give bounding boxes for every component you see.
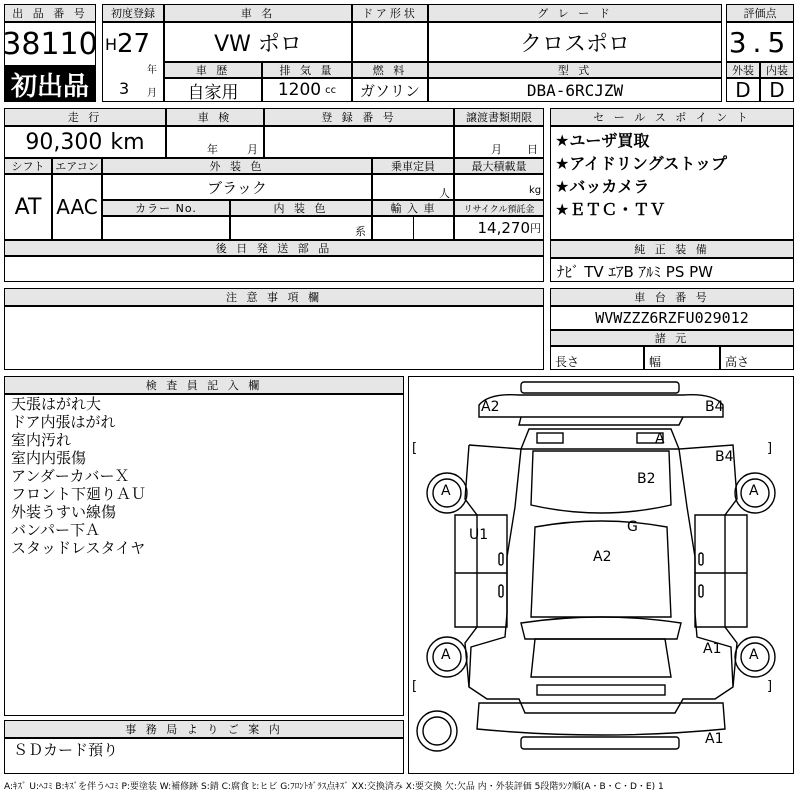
inspector-header: 検 査 員 記 入 欄 bbox=[4, 376, 404, 394]
damage-mark: B4 bbox=[715, 449, 734, 465]
inspector-line: バンパー下Ａ bbox=[11, 521, 100, 539]
transfer-header: 譲渡書類期限 bbox=[454, 108, 544, 126]
mileage-unit: km bbox=[110, 129, 145, 155]
fuel: ガソリン bbox=[352, 78, 428, 102]
legend: A:ｷｽﾞ U:ﾍｺﾐ B:ｷｽﾞを伴うﾍｺﾐ P:要塗装 W:補修跡 S:錆 C:腐食 ﾋ:ヒビ G:ﾌﾛﾝﾄｶﾞﾗｽ点ｷｽﾞ XX:交換済み X:要交換 欠:欠品 内・外装評価 5段階ﾗﾝｸ順(A・B・C・D・E) 1 bbox=[4, 782, 664, 792]
capacity-unit: 人 bbox=[439, 187, 450, 200]
lot-number-header: 出 品 番 号 bbox=[4, 4, 96, 22]
first-registration-cell bbox=[102, 22, 164, 102]
fuel-header: 燃 料 bbox=[352, 62, 428, 78]
sales-point-item: ★アイドリングストップ bbox=[555, 154, 727, 173]
damage-mark: A bbox=[655, 431, 665, 447]
sales-points-list bbox=[550, 126, 794, 240]
notes-area bbox=[4, 306, 544, 370]
sales-point-item: ★ユーザ買取 bbox=[555, 131, 650, 150]
damage-mark: A bbox=[749, 483, 759, 499]
capacity-header: 乗車定員 bbox=[372, 158, 454, 174]
interior-score: D bbox=[760, 78, 794, 102]
reg-month: 3 bbox=[119, 79, 130, 98]
inspector-line: アンダーカバーＸ bbox=[11, 467, 130, 485]
office-notes: ＳＤカード預り bbox=[4, 738, 404, 774]
damage-mark: B4 bbox=[705, 399, 724, 415]
transfer-day-unit: 日 bbox=[527, 143, 538, 156]
model-header: 型 式 bbox=[428, 62, 722, 78]
history: 自家用 bbox=[164, 78, 262, 102]
inspection-header: 車 検 bbox=[166, 108, 264, 126]
door-cell bbox=[352, 22, 428, 62]
exterior-score: D bbox=[726, 78, 760, 102]
score-header: 評価点 bbox=[726, 4, 794, 22]
recycle-cell bbox=[454, 216, 544, 240]
recycle-unit: 円 bbox=[530, 222, 541, 235]
inspection-year-unit: 年 bbox=[207, 143, 218, 156]
inspector-line: フロント下廻りＡＵ bbox=[11, 485, 147, 503]
displacement: 1200 bbox=[277, 80, 322, 100]
load-header: 最大積載量 bbox=[454, 158, 544, 174]
capacity-cell bbox=[372, 174, 454, 200]
car-damage-diagram bbox=[408, 376, 794, 774]
car-name-header: 車 名 bbox=[164, 4, 352, 22]
ac: AAC bbox=[52, 174, 102, 240]
later-parts-header: 後 日 発 送 部 品 bbox=[4, 240, 544, 256]
damage-mark: A bbox=[441, 483, 451, 499]
load-unit: kg bbox=[529, 185, 542, 196]
inspector-line: 室内汚れ bbox=[11, 431, 72, 449]
transfer-cell bbox=[454, 126, 544, 158]
car-diagram-svg bbox=[409, 377, 793, 773]
reg-year: 27 bbox=[117, 29, 151, 59]
bracket-left-top: [ bbox=[412, 441, 418, 456]
inspector-line: ドア内張はがれ bbox=[11, 413, 116, 431]
import-divider bbox=[413, 217, 414, 239]
damage-mark: B2 bbox=[637, 471, 656, 487]
dims-header: 諸 元 bbox=[550, 330, 794, 346]
mileage-cell bbox=[4, 126, 166, 158]
import-cell bbox=[372, 216, 454, 240]
shift-header: シフト bbox=[4, 158, 52, 174]
damage-mark: A bbox=[441, 647, 451, 663]
later-parts-cell bbox=[4, 256, 544, 282]
lot-number: 38110 bbox=[4, 22, 96, 66]
ac-header: エアコン bbox=[52, 158, 102, 174]
score: 3.5 bbox=[726, 22, 794, 62]
displacement-header: 排 気 量 bbox=[262, 62, 352, 78]
import-header: 輸 入 車 bbox=[372, 200, 454, 216]
exterior-header: 外装 bbox=[726, 62, 760, 78]
inspector-line: 室内内張傷 bbox=[11, 449, 87, 467]
inspector-line: スタッドレスタイヤ bbox=[11, 539, 146, 557]
shift: AT bbox=[4, 174, 52, 240]
interior-color-header: 内 装 色 bbox=[230, 200, 372, 216]
damage-mark: A bbox=[749, 647, 759, 663]
grade-header: グ レ ー ド bbox=[428, 4, 722, 22]
inspector-line: 天張はがれ大 bbox=[11, 395, 102, 413]
chassis-number: WVWZZZ6RZFU029012 bbox=[550, 306, 794, 330]
equipment-header: 純 正 装 備 bbox=[550, 240, 794, 258]
inspection-month-unit: 月 bbox=[247, 143, 258, 156]
damage-mark: A1 bbox=[703, 641, 722, 657]
inspector-line: 外装うすい線傷 bbox=[11, 503, 117, 521]
interior-header: 内装 bbox=[760, 62, 794, 78]
reg-number-header: 登 録 番 号 bbox=[264, 108, 454, 126]
month-unit: 月 bbox=[147, 88, 157, 99]
interior-color-suffix: 系 bbox=[355, 225, 366, 238]
office-header: 事 務 局 よ り ご 案 内 bbox=[4, 720, 404, 738]
reg-number-cell bbox=[264, 126, 454, 158]
grade: クロスポロ bbox=[428, 22, 722, 62]
bracket-right-bottom: ] bbox=[767, 679, 773, 694]
height-label: 高さ bbox=[720, 346, 794, 370]
notes-header: 注 意 事 項 欄 bbox=[4, 288, 544, 306]
displacement-unit: cc bbox=[325, 84, 337, 96]
recycle-header: リサイクル預託金 bbox=[454, 200, 544, 216]
first-registration-header: 初度登録 bbox=[102, 4, 164, 22]
length-label: 長さ bbox=[550, 346, 644, 370]
damage-mark: U1 bbox=[469, 527, 489, 543]
load-cell bbox=[454, 174, 544, 200]
car-name: VW ポロ bbox=[164, 22, 352, 62]
year-unit: 年 bbox=[147, 65, 157, 76]
recycle-amount: 14,270 bbox=[477, 219, 530, 237]
displacement-cell bbox=[262, 78, 352, 102]
first-listing-badge: 初出品 bbox=[4, 66, 96, 102]
color-no-cell bbox=[102, 216, 230, 240]
color: ブラック bbox=[102, 174, 372, 200]
equipment: ﾅﾋﾞ TV ｴｱB ｱﾙﾐ PS PW bbox=[550, 258, 794, 282]
door-header: ドア形状 bbox=[352, 4, 428, 22]
chassis-header: 車 台 番 号 bbox=[550, 288, 794, 306]
sales-points-header: セ ー ル ス ポ イ ン ト bbox=[550, 108, 794, 126]
sales-point-item: ★バッカメラ bbox=[555, 177, 650, 196]
model: DBA-6RCJZW bbox=[428, 78, 722, 102]
mileage: 90,300 bbox=[25, 129, 103, 155]
sales-point-item: ★ＥＴＣ・ＴＶ bbox=[555, 200, 666, 219]
width-label: 幅 bbox=[644, 346, 720, 370]
interior-color-cell bbox=[230, 216, 372, 240]
mileage-header: 走 行 bbox=[4, 108, 166, 126]
inspection-cell bbox=[166, 126, 264, 158]
damage-mark: G bbox=[627, 519, 638, 535]
bracket-right-top: ] bbox=[767, 441, 773, 456]
color-no-header: カラー No. bbox=[102, 200, 230, 216]
transfer-month-unit: 月 bbox=[491, 143, 502, 156]
inspector-notes bbox=[4, 394, 404, 716]
era: H bbox=[105, 35, 118, 54]
damage-mark: A2 bbox=[593, 549, 612, 565]
color-header: 外 装 色 bbox=[102, 158, 372, 174]
damage-mark: A1 bbox=[705, 731, 724, 747]
bracket-left-bottom: [ bbox=[412, 679, 418, 694]
damage-mark: A2 bbox=[481, 399, 500, 415]
history-header: 車 歴 bbox=[164, 62, 262, 78]
